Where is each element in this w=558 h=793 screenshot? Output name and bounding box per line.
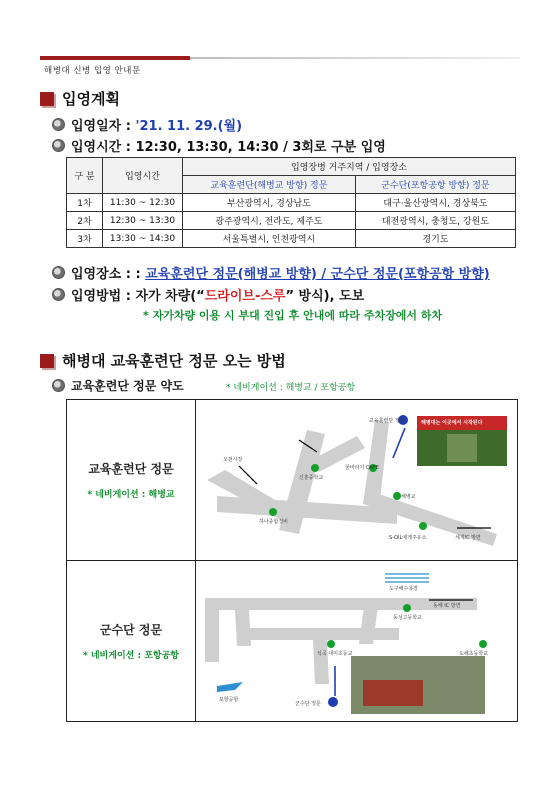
map1-route-arrow [393,428,405,458]
map2-nav: * 네비게이션 : 포항공항 [83,651,179,661]
section-title-directions [40,350,286,371]
cell-navy: 대구·울산광역시, 경상북도 [355,194,515,212]
label-airport: 포항공항 [219,697,239,703]
entry-place-row [52,263,490,282]
map2-photo-gate [363,680,423,706]
label-edu-gate: 교육훈련단 정문 [369,418,405,424]
label-school1: 동성고등학교 [393,615,422,621]
cell-edu: 부산광역시, 경상남도 [183,194,356,212]
entry-time-row [52,136,386,155]
section-square-icon [40,92,54,106]
map2-title: 군수단 정문 [99,623,163,637]
header-accent-bar [40,56,190,60]
header-rule [190,57,520,59]
label-soil: S-OIL에게주유소 [389,535,427,541]
cell-edu: 광주광역시, 전라도, 제주도 [183,212,356,230]
cell-time: 13:30 ~ 14:30 [103,230,183,248]
table-row [67,194,516,212]
label-ic: 세계IC 방면 [455,535,481,541]
th-edu-gate: 교육훈련단(해병교 방향) 정문 [183,176,356,194]
bullet-icon [52,139,65,152]
bullet-icon [52,379,65,392]
section-title-plan [40,88,120,109]
entry-date-value: '21. 11. 29.(월) [135,119,243,134]
cell-navy: 대전광역시, 충청도, 강원도 [355,212,515,230]
label-school: 신흥중학교 [299,475,324,481]
photo-banner-text: 해병대는 이곳에서 시작된다 [421,420,483,426]
th-gubun: 구 분 [67,158,103,194]
entry-method-tail: ” 방식), 도보 [285,289,365,304]
entry-place-label: 입영장소 : : [71,267,141,282]
map2-gate-marker [328,697,338,707]
map-label: 교육훈련단 정문 약도 [71,379,184,393]
map1-title: 교육훈련단 정문 [88,462,174,476]
entry-time-label: 입영시간 : [71,140,131,155]
cell-navy: 경기도 [355,230,515,248]
bullet-icon [52,266,65,279]
label-hani: 하나종합정비 [259,519,288,525]
nav-hint: * 네비게이션 : 해병교 / 포항공항 [226,383,356,393]
label-market: 오천시장 [223,457,243,463]
map-drawings [67,400,519,723]
cell-gubun: 2차 [67,212,103,230]
label-beach: 도구해수욕장 [389,586,418,592]
section-title-text: 입영계획 [62,90,120,108]
entry-method-label: 입영방법 : 자가 차량(“ [71,289,205,304]
th-time: 입영시간 [103,158,183,194]
entry-date-row [52,115,242,134]
label-bridge: 해병교 [401,494,416,500]
map1-photo-gate [447,434,477,462]
map2-water [385,574,429,582]
label-mart: 석곡 대미초등교 [317,651,353,657]
entry-time-value: 12:30, 13:30, 14:30 / 3회로 구분 입영 [135,140,386,155]
cell-gubun: 3차 [67,230,103,248]
parking-note: * 자가차량 이용 시 부대 진입 후 안내에 따라 주차장에서 하차 [143,309,443,322]
entry-place-value: 교육훈련단 정문(해병교 방향) / 군수단 정문(포항공항 방향) [145,267,490,282]
header-title: 해병대 신병 입영 안내문 [44,66,141,76]
cell-time: 12:30 ~ 13:30 [103,212,183,230]
entry-method-row [52,285,364,304]
map-label-row [52,377,184,394]
section-title-text: 해병대 교육훈련단 정문 오는 방법 [62,352,286,370]
map-container [66,399,518,722]
table-row [67,230,516,248]
entry-date-label: 입영일자 : [71,119,131,134]
section-square-icon [40,354,54,368]
map1-nav: * 네비게이션 : 해병교 [87,490,175,500]
label-donghae-ic: 동해 IC 방면 [433,603,461,609]
label-school2: 도해초등학교 [459,651,488,657]
th-region: 입영장병 거주지역 / 입영장소 [183,158,516,176]
entry-method-highlight: 드라이브-스루 [204,289,286,304]
th-navy-gate: 군수단(포항공항 방향) 정문 [355,176,515,194]
label-navy-gate: 군수단 정문 [295,701,321,707]
cell-time: 11:30 ~ 12:30 [103,194,183,212]
bullet-icon [52,288,65,301]
bullet-icon [52,118,65,131]
cell-edu: 서울특별시, 인천광역시 [183,230,356,248]
cell-gubun: 1차 [67,194,103,212]
label-cafe: 꿈바라기 CAFE [345,465,379,471]
map2-markers [327,604,487,648]
airplane-icon [217,682,243,692]
table-row [67,212,516,230]
schedule-table [66,157,516,248]
